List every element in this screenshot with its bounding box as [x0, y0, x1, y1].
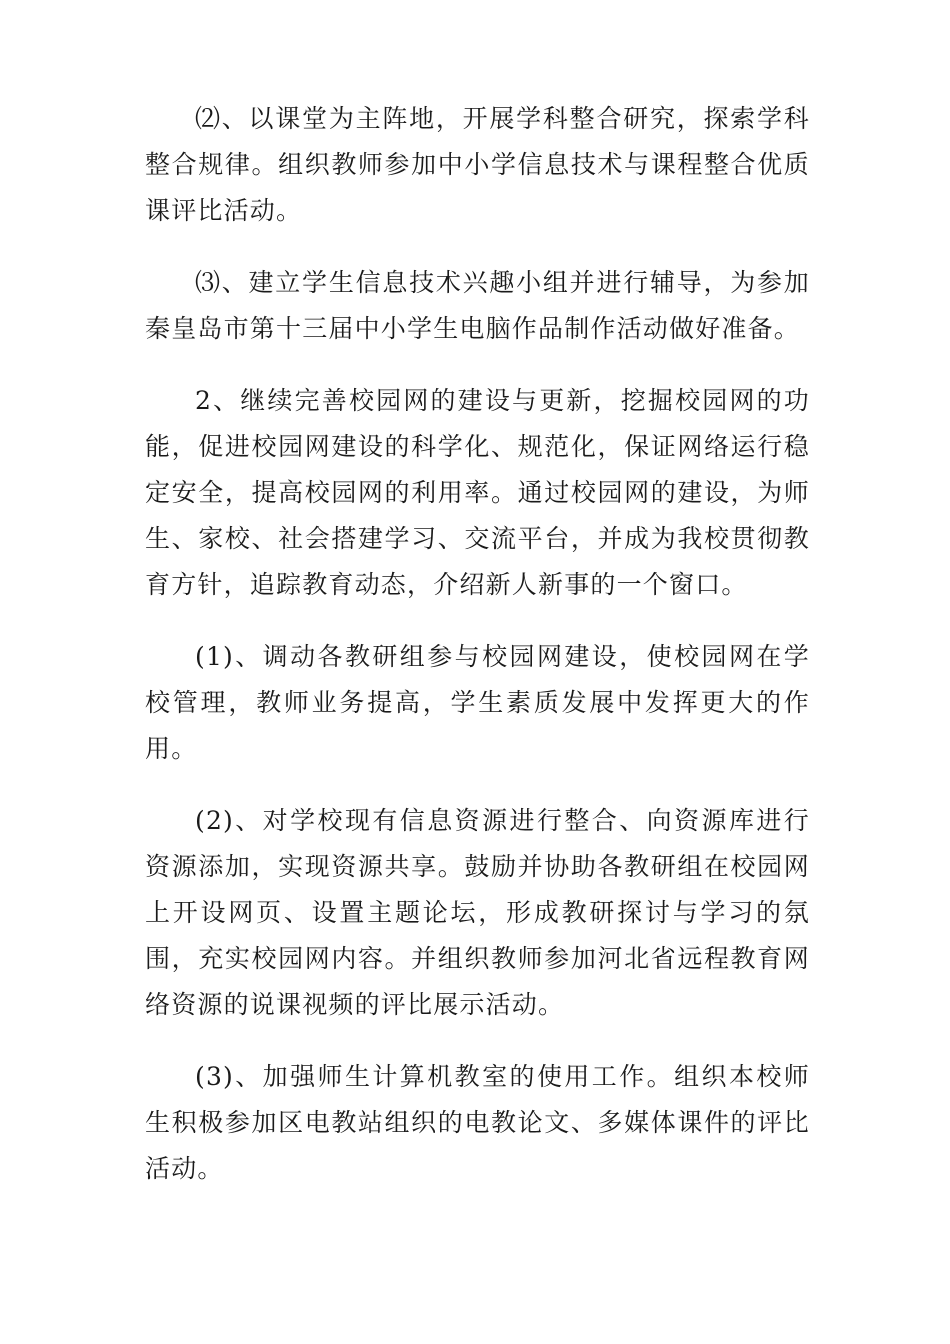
paragraph-item-2-sub-1: (1)、调动各教研组参与校园网建设，使校园网在学校管理，教师业务提高，学生素质发展中发挥更大的作用。 — [145, 642, 810, 763]
paragraph-item-2: 2、继续完善校园网的建设与更新，挖掘校园网的功能，促进校园网建设的科学化、规范化，保证网络运行稳定安全，提高校园网的利用率。通过校园网的建设，为师生、家校、社会搭建学习、交流平台，并成为我校贯彻教育方针，追踪教育动态，介绍新人新事的一个窗口。 — [145, 386, 810, 599]
document-body — [145, 96, 810, 1218]
paragraph-item-2-sub-3: (3)、加强师生计算机教室的使用工作。组织本校师生积极参加区电教站组织的电教论文、多媒体课件的评比活动。 — [145, 1062, 810, 1183]
paragraph-item-2-sub-2: (2)、对学校现有信息资源进行整合、向资源库进行资源添加，实现资源共享。鼓励并协助各教研组在校园网上开设网页、设置主题论坛，形成教研探讨与学习的氛围，充实校园网内容。并组织教师参加河北省远程教育网络资源的说课视频的评比展示活动。 — [145, 806, 810, 1019]
paragraph-2-sub-3: ⑶、建立学生信息技术兴趣小组并进行辅导，为参加秦皇岛市第十三届中小学生电脑作品制作活动做好准备。 — [145, 268, 810, 343]
paragraph-2-sub-2: ⑵、以课堂为主阵地，开展学科整合研究，探索学科整合规律。组织教师参加中小学信息技术与课程整合优质课评比活动。 — [145, 104, 810, 225]
